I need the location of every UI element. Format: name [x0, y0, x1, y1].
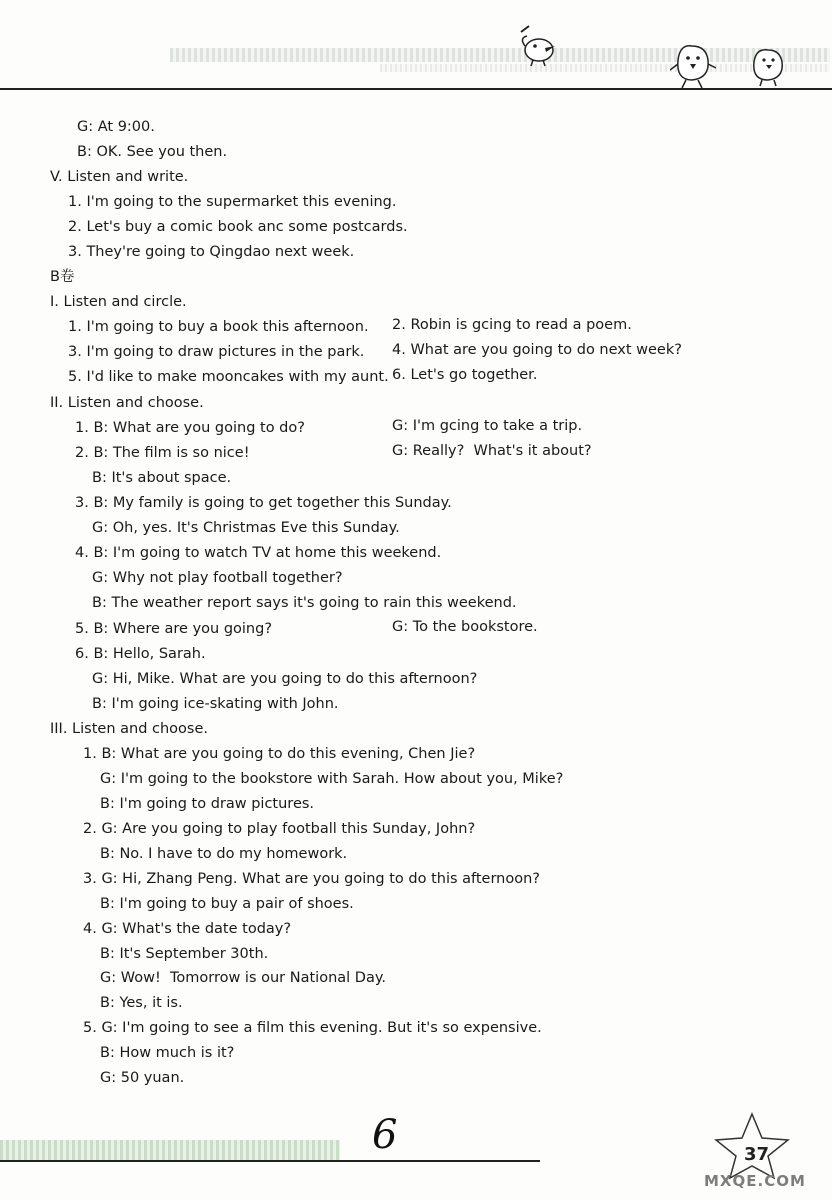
text-line: II. Listen and choose.: [50, 395, 204, 411]
text-line: G: Really? What's it about?: [392, 443, 592, 459]
text-line: 1. I'm going to the supermarket this evening.: [68, 194, 397, 210]
text-line: 2. Robin is gcing to read a poem.: [392, 317, 632, 333]
watermark-text: MXQE.COM: [704, 1172, 806, 1190]
text-line: 4. G: What's the date today?: [83, 921, 292, 937]
bird-icon: [748, 44, 788, 88]
text-line: 6. Let's go together.: [392, 367, 538, 383]
text-line: B: It's about space.: [92, 470, 232, 486]
text-line: 5. I'd like to make mooncakes with my aunt.: [68, 369, 389, 385]
text-line: G: Why not play football together?: [92, 570, 343, 586]
footer-decoration-band: [0, 1140, 340, 1162]
text-line: 1. I'm going to buy a book this afternoon.: [68, 319, 369, 335]
text-line: 4. B: I'm going to watch TV at home this weekend.: [75, 545, 442, 561]
text-line: B: OK. See you then.: [77, 144, 228, 160]
text-line: B卷: [50, 269, 75, 285]
text-line: 5. B: Where are you going?: [75, 621, 273, 637]
text-line: 2. G: Are you going to play football this Sunday, John?: [83, 821, 476, 837]
text-line: 1. B: What are you going to do?: [75, 420, 305, 436]
text-line: G: I'm going to the bookstore with Sarah. How about you, Mike?: [100, 771, 564, 787]
text-line: G: Oh, yes. It's Christmas Eve this Sunday.: [92, 520, 400, 536]
text-line: G: Hi, Mike. What are you going to do this afternoon?: [92, 671, 478, 687]
text-line: 2. Let's buy a comic book anc some postcards.: [68, 219, 408, 235]
text-line: G: Wow! Tomorrow is our National Day.: [100, 970, 386, 986]
text-line: B: How much is it?: [100, 1045, 235, 1061]
text-line: B: Yes, it is.: [100, 995, 183, 1011]
text-line: G: I'm gcing to take a trip.: [392, 418, 583, 434]
text-line: G: At 9:00.: [77, 119, 155, 135]
text-line: G: To the bookstore.: [392, 619, 538, 635]
text-line: 3. I'm going to draw pictures in the park.: [68, 344, 365, 360]
text-line: 2. B: The film is so nice!: [75, 445, 250, 461]
page-number: 37: [744, 1144, 770, 1165]
text-line: B: I'm going ice-skating with John.: [92, 696, 339, 712]
bird-with-pencil-icon: [515, 24, 565, 68]
text-line: III. Listen and choose.: [50, 721, 208, 737]
text-line: B: No. I have to do my homework.: [100, 846, 348, 862]
text-line: 3. G: Hi, Zhang Peng. What are you going to do this afternoon?: [83, 871, 541, 887]
text-line: 5. G: I'm going to see a film this evening. But it's so expensive.: [83, 1020, 542, 1036]
text-line: 1. B: What are you going to do this evening, Chen Jie?: [83, 746, 476, 762]
text-line: B: I'm going to draw pictures.: [100, 796, 315, 812]
text-line: I. Listen and circle.: [50, 294, 187, 310]
header-decoration-band: [170, 48, 830, 62]
text-line: V. Listen and write.: [50, 169, 189, 185]
text-line: B: I'm going to buy a pair of shoes.: [100, 896, 354, 912]
handwritten-mark: 6: [372, 1112, 398, 1158]
text-line: 6. B: Hello, Sarah.: [75, 646, 206, 662]
bird-icon: [670, 40, 716, 90]
footer-rule: [0, 1160, 540, 1162]
text-line: B: It's September 30th.: [100, 946, 269, 962]
text-line: B: The weather report says it's going to rain this weekend.: [92, 595, 517, 611]
text-line: G: 50 yuan.: [100, 1070, 185, 1086]
text-line: 3. B: My family is going to get together this Sunday.: [75, 495, 452, 511]
text-line: 3. They're going to Qingdao next week.: [68, 244, 355, 260]
text-line: 4. What are you going to do next week?: [392, 342, 682, 358]
